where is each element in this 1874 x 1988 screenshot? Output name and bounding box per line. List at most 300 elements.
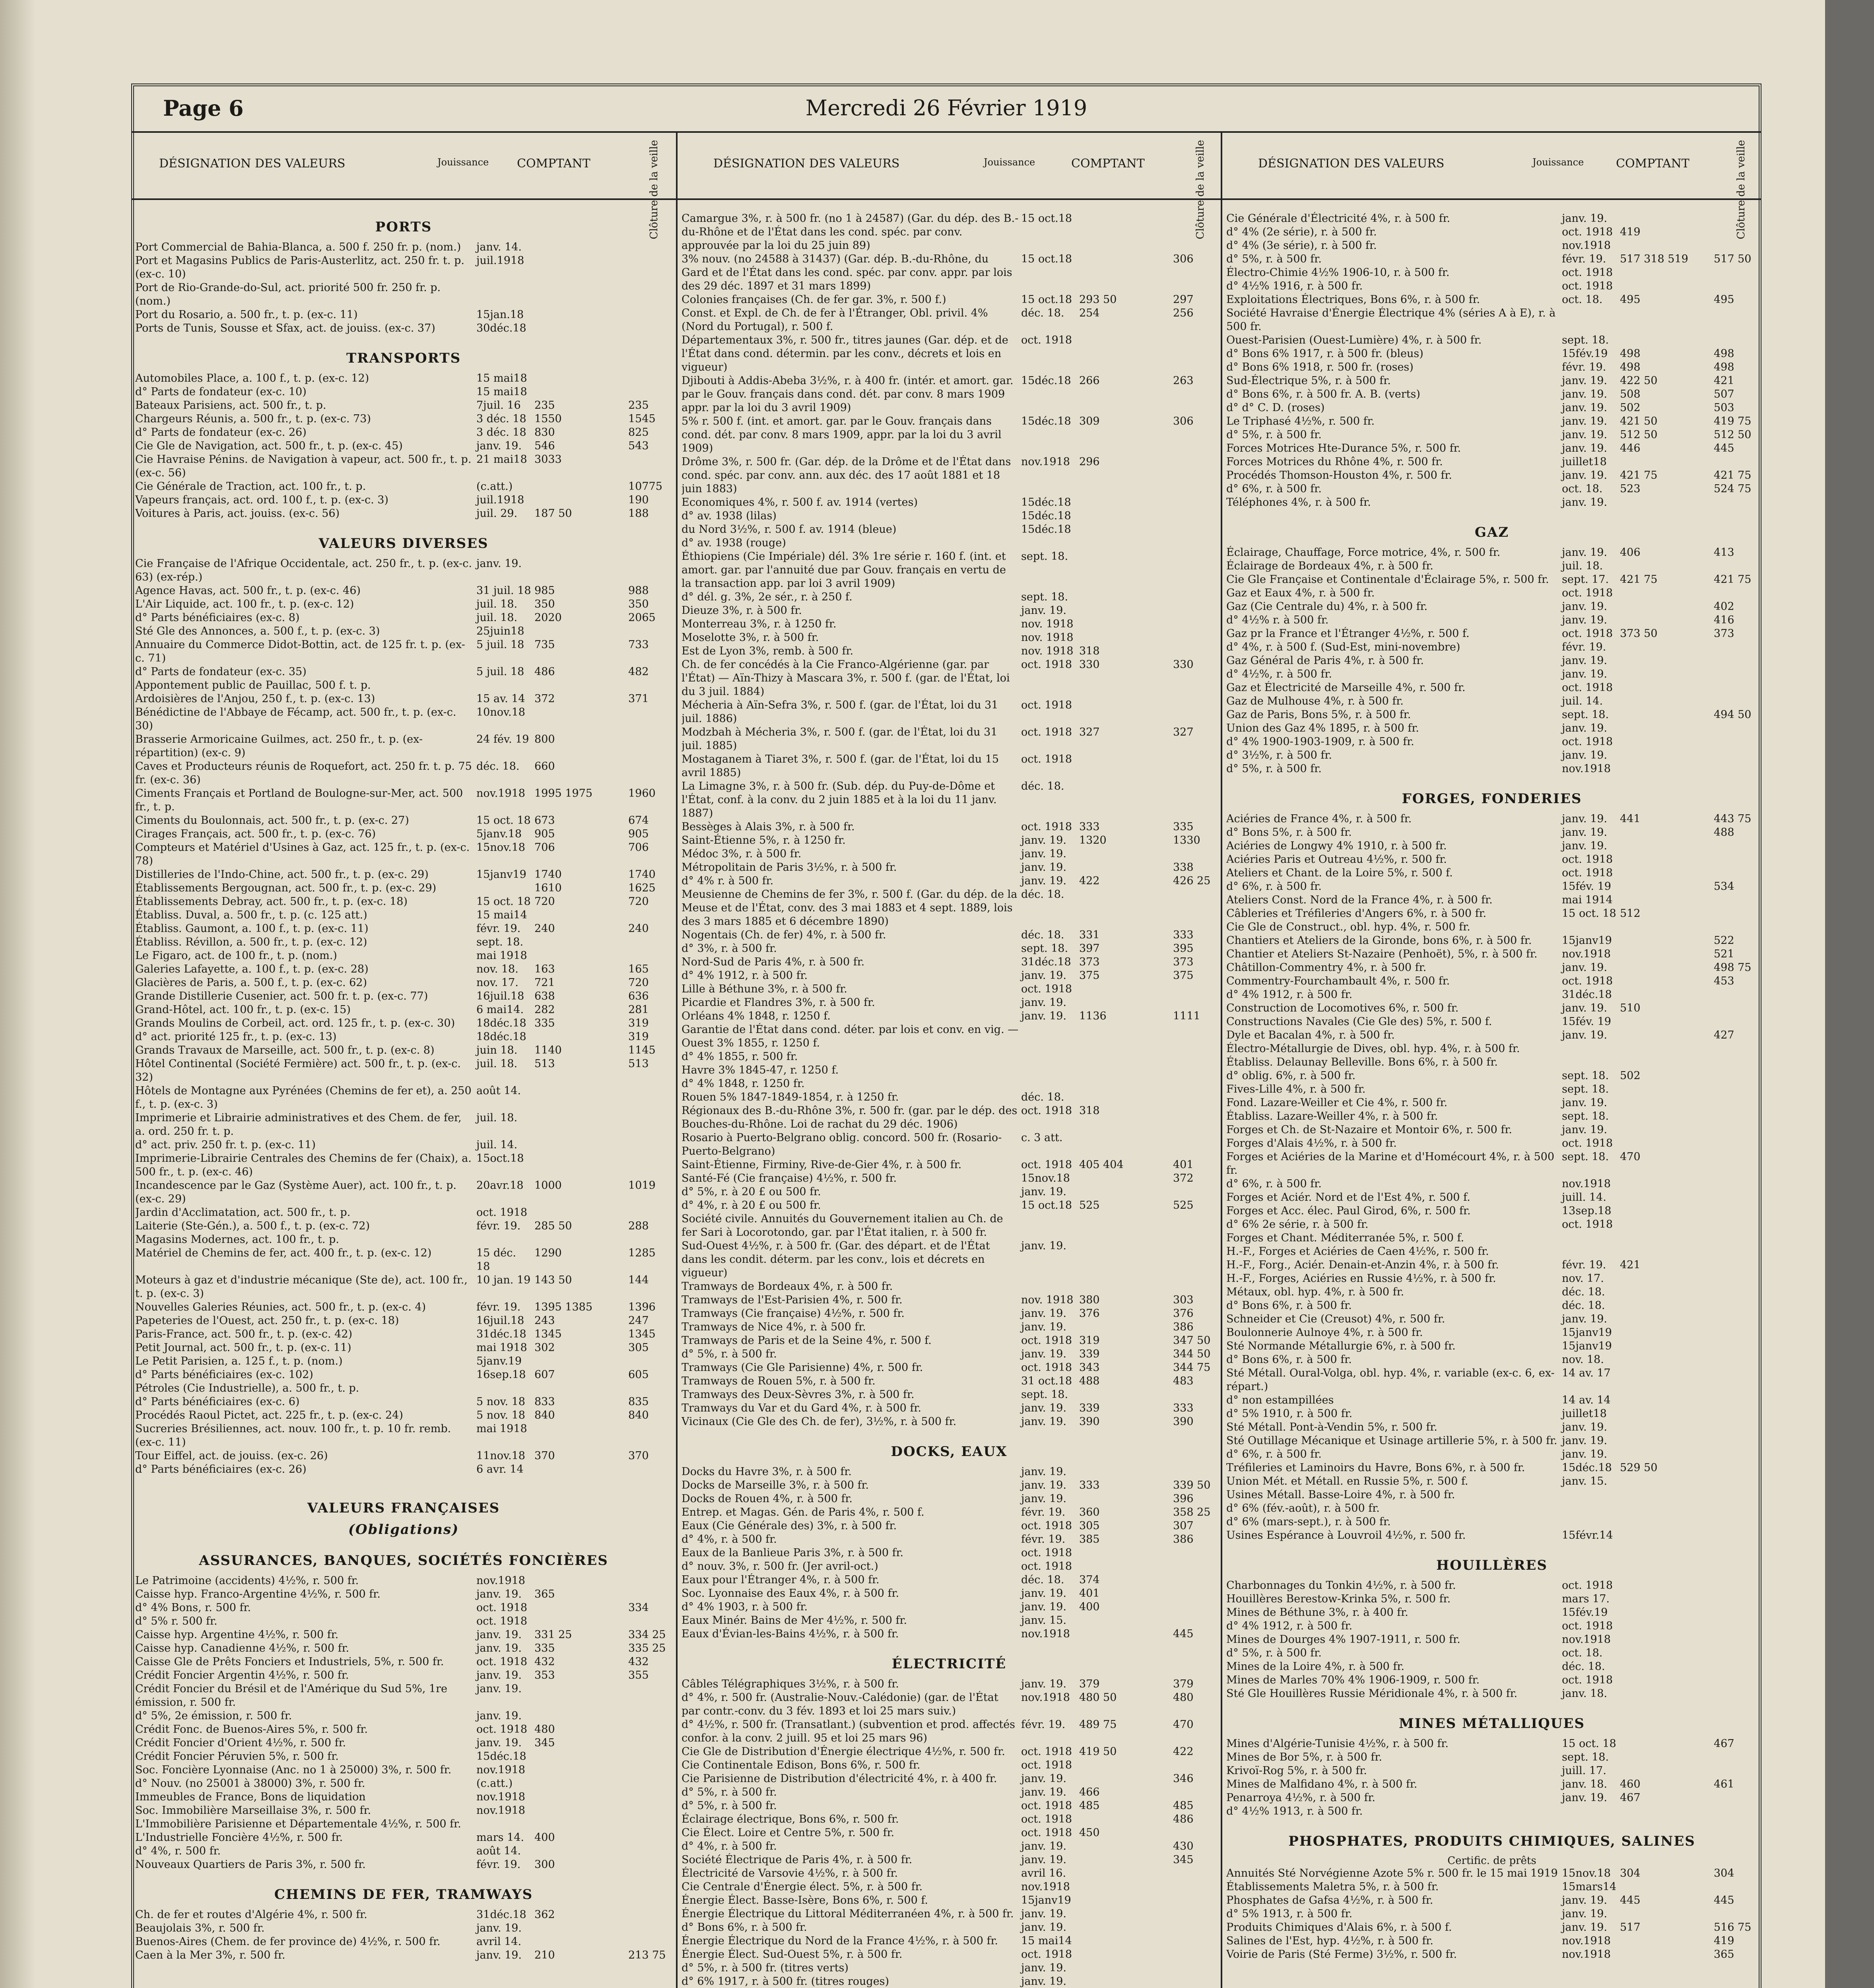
cloture-price: 636: [628, 990, 649, 1002]
jouissance-date: 16juil.18: [476, 990, 524, 1002]
cloture-price: 373: [1714, 627, 1734, 640]
comptant-price: 406: [1620, 546, 1641, 559]
jouissance-date: oct. 1918: [1562, 266, 1613, 279]
security-name: Moselotte 3%, r. à 500 fr.: [682, 631, 819, 644]
comptant-price: 401: [1079, 1587, 1100, 1600]
table-row: [682, 1091, 1217, 1104]
jouissance-date: 15janv19: [1562, 1326, 1612, 1339]
security-name: Schneider et Cie (Creusot) 4%, r. 500 fr.: [1226, 1313, 1445, 1325]
security-name: d° Parts de fondateur (ex-c. 35): [135, 666, 307, 678]
table-row: [135, 665, 672, 679]
cloture-price: 430: [1173, 1840, 1194, 1852]
comptant-price: 546: [534, 440, 555, 452]
jouissance-date: janv. 14.: [476, 241, 522, 253]
security-name: Cie Gle de Construct., obl. hyp. 4%, r. 500 fr.: [1226, 921, 1470, 933]
cloture-price: 365: [1714, 1948, 1734, 1961]
security-name: Crédit Foncier d'Orient 4½%, r. 500 fr.: [135, 1737, 346, 1749]
security-name: Ciments Français et Portland de Boulogne-sur-Mer, act. 500 fr., t. p.: [135, 787, 463, 813]
table-row: [135, 895, 672, 909]
security-name: Caves et Producteurs réunis de Roquefort, act. 250 fr. t. p. 75 fr. (ex-c. 36): [135, 760, 472, 786]
cloture-price: 480: [1173, 1691, 1194, 1704]
jouissance-date: oct. 1918: [1021, 1560, 1072, 1573]
comptant-price: 1320: [1079, 834, 1107, 846]
cloture-price: 467: [1714, 1738, 1734, 1750]
jouissance-date: 5 nov. 18: [476, 1409, 525, 1421]
jouissance-date: avril 14.: [476, 1936, 522, 1948]
security-name: d° Bons 6%, r. à 500 fr.: [1226, 1299, 1352, 1312]
column-1: [131, 131, 676, 1988]
security-name: Forges d'Alais 4½%, r. à 500 fr.: [1226, 1137, 1397, 1149]
security-name: Appontement public de Pauillac, 500 f. t. p.: [135, 679, 371, 691]
jouissance-date: juill. 14.: [1562, 1191, 1606, 1204]
jouissance-date: janv. 19.: [1562, 1908, 1608, 1920]
table-electricite-cont: [1226, 212, 1757, 509]
jouissance-date: 15janv19: [1021, 1894, 1071, 1906]
security-name: Jardin d'Acclimatation, act. 500 fr., t. p.: [135, 1206, 351, 1219]
table-row: [135, 1422, 672, 1449]
security-name: Établiss. Delaunay Belleville. Bons 6%, r. à 500 fr.: [1226, 1056, 1498, 1068]
cloture-price: 512 50: [1714, 429, 1752, 441]
table-row: [135, 611, 672, 625]
security-name: Docks de Marseille 3%, r. à 500 fr.: [682, 1479, 869, 1491]
cloture-price: 144: [628, 1274, 649, 1286]
table-row: [682, 942, 1217, 955]
table-row: [682, 604, 1217, 617]
security-name: d° 6% 1917, r. à 500 fr. (titres rouges): [682, 1975, 889, 1988]
security-name: d° 4% 1912, r. à 500 fr.: [1226, 1620, 1353, 1632]
table-row: [135, 760, 672, 787]
jouissance-date: oct. 1918: [1021, 1800, 1072, 1812]
cloture-price: 1960: [628, 787, 656, 800]
comptant-price: 480 50: [1079, 1691, 1117, 1704]
jouissance-date: (c.att.): [476, 480, 513, 493]
security-name: d° 6%, r. à 500 fr.: [1226, 1448, 1322, 1460]
cloture-price: 263: [1173, 375, 1194, 387]
security-name: Krivoï-Rog 5%, r. à 500 fr.: [1226, 1765, 1367, 1777]
cloture-price: 339 50: [1173, 1479, 1211, 1491]
table-row: [1226, 907, 1757, 920]
table-row: [682, 617, 1217, 631]
comptant-price: 498: [1620, 361, 1641, 373]
security-name: Camargue 3%, r. à 500 fr. (no 1 à 24587) (Gar. du dép. des B.-du-Rhône et de l'État dans les cond. spéc. par conv. approuvée par la loi du 25 juin 89): [682, 212, 1019, 252]
table-row: [1226, 1592, 1757, 1606]
cloture-price: 432: [628, 1656, 649, 1668]
security-name: Énergie Électrique du Littoral Méditerranéen 4%, r. à 500 fr.: [682, 1908, 1014, 1920]
cloture-price: 401: [1173, 1159, 1194, 1171]
cloture-price: 10775: [628, 480, 662, 493]
jouissance-date: oct. 1918: [1021, 1159, 1072, 1171]
cloture-price: 419 75: [1714, 415, 1752, 427]
security-name: Tramways de Rouen 5%, r. à 500 fr.: [682, 1375, 876, 1387]
table-row: [135, 557, 672, 584]
security-name: Tramways de Bordeaux 4%, r. à 500 fr.: [682, 1280, 893, 1293]
jouissance-date: juil. 18.: [1562, 560, 1603, 572]
table-row: [1226, 735, 1757, 749]
cloture-price: 334 25: [628, 1629, 666, 1641]
jouissance-date: févr. 19.: [476, 922, 521, 935]
security-name: Tour Eiffel, act. de jouiss. (ex-c. 26): [135, 1450, 328, 1462]
table-row: [682, 1307, 1217, 1320]
jouissance-date: janv. 19.: [1021, 604, 1067, 617]
comptant-price: 421 50: [1620, 415, 1658, 427]
security-name: Nouveaux Quartiers de Paris 3%, r. 500 fr.: [135, 1858, 366, 1871]
jouissance-date: nov.1918: [476, 1574, 525, 1587]
jouissance-date: mai 1918: [476, 1342, 527, 1354]
security-name: du Nord 3½%, r. 500 f. av. 1914 (bleue): [682, 523, 897, 536]
cloture-price: 422: [1173, 1745, 1194, 1758]
jouissance-date: sept. 17.: [1562, 573, 1609, 586]
table-row: [135, 426, 672, 439]
table-row: [1226, 280, 1757, 293]
comptant-price: 302: [534, 1342, 555, 1354]
table-row: [1226, 812, 1757, 826]
jouissance-date: 15nov.18: [1021, 1172, 1070, 1184]
cloture-price: 825: [628, 426, 649, 439]
security-name: Forges et Chant. Méditerranée 5%, r. 500 f.: [1226, 1232, 1464, 1244]
comptant-price: 335: [534, 1017, 555, 1029]
jouissance-date: mars 14.: [476, 1831, 524, 1844]
section-transports: TRANSPORTS: [346, 350, 461, 366]
jouissance-date: 25juin18: [476, 625, 524, 637]
table-row: [135, 584, 672, 598]
table-row: [682, 496, 1217, 509]
security-name: Buenos-Aires (Chem. de fer province de) 4½%, r. 500 fr.: [135, 1936, 441, 1948]
jouissance-date: nov.1918: [1562, 948, 1611, 960]
security-name: d° 4½%, r. 500 fr. (Transatlant.) (subvention et prod. affectés confor. à la conv. 2 juill. 95 et loi 25 mars 96): [682, 1718, 1016, 1744]
table-row: [682, 1131, 1217, 1158]
security-name: Énergie Élect. Sud-Ouest 5%, r. à 500 fr.: [682, 1948, 903, 1961]
security-name: Picardie et Flandres 3%, r. à 500 fr.: [682, 996, 875, 1009]
security-name: Port de Rio-Grande-do-Sul, act. priorité 500 fr. 250 fr. p. (nom.): [135, 282, 441, 307]
security-name: Orléans 4% 1848, r. 1250 f.: [682, 1010, 831, 1022]
cloture-price: 426 25: [1173, 875, 1211, 887]
table-row: [682, 1506, 1217, 1519]
comptant-price: 517 318 519: [1620, 253, 1688, 265]
jouissance-date: janv. 19.: [1562, 668, 1608, 680]
cloture-header: Clôture de la veille: [648, 140, 660, 239]
jouissance-date: déc. 18.: [1562, 1286, 1605, 1298]
security-name: Grande Distillerie Cusenier, act. 500 fr. t. p. (ex-c. 77): [135, 990, 428, 1002]
jouissance-date: janv. 19.: [1562, 1894, 1608, 1906]
table-row: [1226, 1529, 1757, 1542]
comptant-price: 721: [534, 977, 555, 989]
security-name: Cie Gle Française et Continentale d'Éclairage 5%, r. 500 fr.: [1226, 573, 1549, 586]
jouissance-date: 15déc.18: [476, 1750, 526, 1763]
cloture-price: 1019: [628, 1179, 656, 1192]
table-row: [682, 1948, 1217, 1961]
security-name: Hôtels de Montagne aux Pyrénées (Chemins de fer et), a. 250 f., t. p. (ex-c. 3): [135, 1085, 472, 1110]
table-row: [135, 976, 672, 990]
security-name: Chantier et Ateliers St-Nazaire (Penhoët), 5%, r. à 500 fr.: [1226, 948, 1538, 960]
table-row: [135, 638, 672, 665]
comptant-price: 282: [534, 1004, 555, 1016]
security-name: Rosario à Puerto-Belgrano oblig. concord. 500 fr. (Rosario-Puerto-Belgrano): [682, 1132, 1002, 1157]
table-row: [1226, 1258, 1757, 1272]
security-name: Établissements Bergougnan, act. 500 fr., t. p. (ex-c. 29): [135, 882, 437, 894]
designation-header: DÉSIGNATION DES VALEURS: [1258, 157, 1445, 171]
jouissance-date: 16sep.18: [476, 1369, 526, 1381]
jouissance-date: mai 1918: [476, 949, 527, 962]
cloture-price: 905: [628, 828, 649, 840]
comptant-price: 330: [1079, 658, 1100, 671]
jouissance-date: oct. 18.: [1562, 1647, 1603, 1659]
security-name: Garantie de l'État dans cond. déter. par lois et conv. en vig. — Ouest 3% 1855, r. 1250 f.: [682, 1023, 1019, 1049]
table-row: [135, 1669, 672, 1682]
designation-header: DÉSIGNATION DES VALEURS: [713, 157, 900, 171]
security-name: Matériel de Chemins de fer, act. 400 fr., t. p. (ex-c. 12): [135, 1247, 432, 1259]
jouissance-date: janv. 19.: [1562, 1002, 1608, 1014]
jouissance-date: sept. 18.: [1562, 1070, 1609, 1082]
table-row: [1226, 1579, 1757, 1592]
cloture-price: 213 75: [628, 1949, 666, 1961]
comptant-price: 1550: [534, 413, 562, 425]
security-name: Éclairage électrique, Bons 6%, r. 500 fr.: [682, 1813, 899, 1825]
table-row: [1226, 641, 1757, 654]
jouissance-date: janv. 19.: [1021, 1921, 1067, 1934]
table-row: [135, 814, 672, 827]
security-name: Meusienne de Chemins de fer 3%, r. 500 f. (Gar. du dép. de la Meuse et de l'État, conv. des 3 mai 1883 et 4 sept. 1889, lois des 3 mars 1885 et 6 décembre 1890): [682, 888, 1018, 928]
security-name: Le Petit Parisien, a. 125 f., t. p. (nom.): [135, 1355, 343, 1367]
table-row: [682, 1546, 1217, 1560]
table-row: [1226, 1673, 1757, 1687]
jouissance-date: 3 déc. 18: [476, 426, 526, 439]
table-row: [135, 1790, 672, 1804]
cloture-price: 247: [628, 1314, 649, 1327]
cloture-price: 453: [1714, 975, 1734, 987]
cloture-price: 319: [628, 1031, 649, 1043]
comptant-price: 372: [534, 693, 555, 705]
table-row: [1226, 880, 1757, 893]
jouissance-date: 10nov.18: [476, 706, 525, 718]
security-name: d° 4½%, r. à 500 fr.: [1226, 668, 1332, 680]
comptant-price: 304: [1620, 1867, 1641, 1879]
security-name: Santé-Fé (Cie française) 4½%, r. 500 fr.: [682, 1172, 897, 1184]
jouissance-date: 31déc.18: [476, 1908, 526, 1921]
security-name: Const. et Expl. de Ch. de fer à l'Étranger, Obl. privil. 4% (Nord du Portugal), r. 500 f.: [682, 307, 988, 333]
security-name: L'Air Liquide, act. 100 fr., t. p. (ex-c. 12): [135, 598, 354, 610]
security-name: Le Patrimoine (accidents) 4½%, r. 500 fr.: [135, 1574, 359, 1587]
jouissance-date: oct. 1918: [1562, 681, 1613, 694]
table-row: [682, 1867, 1217, 1880]
cloture-price: 327: [1173, 726, 1194, 738]
security-name: Crédit Fonc. de Buenos-Aires 5%, r. 500 fr.: [135, 1723, 368, 1736]
table-row: [135, 1355, 672, 1368]
jouissance-date: 15déc.18: [1021, 415, 1071, 427]
cloture-price: 513: [628, 1058, 649, 1070]
jouissance-date: 15janv19: [1562, 1340, 1612, 1352]
jouissance-date: oct. 18.: [1562, 483, 1603, 495]
table-mines-metalliques: [1226, 1737, 1757, 1818]
table-row: [682, 1172, 1217, 1185]
table-row: [682, 590, 1217, 604]
table-row: [682, 1786, 1217, 1799]
comptant-price: 470: [1620, 1151, 1641, 1163]
section-valeurs-francaises: VALEURS FRANÇAISES: [307, 1500, 500, 1516]
table-row: [1226, 826, 1757, 839]
security-name: Sté Gle des Annonces, a. 500 f., t. p. (ex-c. 3): [135, 625, 380, 637]
comptant-price: 638: [534, 990, 555, 1002]
jouissance-date: oct. 1918: [476, 1602, 528, 1614]
security-name: d° Nouv. (no 25001 à 38000) 3%, r. 500 fr.: [135, 1777, 365, 1790]
comptant-price: 673: [534, 814, 555, 827]
table-row: [682, 1772, 1217, 1786]
comptant-price: 143 50: [534, 1274, 572, 1286]
security-name: Automobiles Place, a. 100 f., t. p. (ex-c. 12): [135, 372, 369, 384]
table-row: [135, 1574, 672, 1588]
security-name: Grands Moulins de Corbeil, act. ord. 125 fr., t. p. (ex-c. 30): [135, 1017, 455, 1029]
table-row: [1226, 293, 1757, 307]
table-row: [1226, 442, 1757, 455]
table-row: [1226, 1312, 1757, 1326]
jouissance-date: 7juil. 16: [476, 399, 521, 412]
table-row: [135, 1922, 672, 1935]
cloture-price: 413: [1714, 546, 1734, 559]
table-row: [1226, 1056, 1757, 1069]
security-name: Caisse hyp. Canadienne 4½%, r. 500 fr.: [135, 1642, 350, 1654]
table-row: [135, 1628, 672, 1642]
security-name: Éclairage de Bordeaux 4%, r. à 500 fr.: [1226, 560, 1433, 572]
security-name: Gaz et Eaux 4%, r. à 500 fr.: [1226, 587, 1375, 599]
table-row: [682, 1212, 1217, 1239]
table-row: [135, 1138, 672, 1152]
table-row: [135, 868, 672, 881]
security-name: Union des Gaz 4% 1895, r. à 500 fr.: [1226, 722, 1419, 734]
cloture-price: 376: [1173, 1307, 1194, 1320]
comptant-price: 318: [1079, 1105, 1100, 1117]
security-name: d° 3½%, r. à 500 fr.: [1226, 749, 1332, 761]
security-name: Eaux d'Évian-les-Bains 4½%, r. à 500 fr.: [682, 1628, 899, 1640]
jouissance-date: nov. 1918: [1021, 631, 1074, 644]
table-row: [1226, 1096, 1757, 1110]
security-name: Laiterie (Ste-Gén.), a. 500 f., t. p. (ex-c. 72): [135, 1220, 370, 1232]
table-gaz: [1226, 546, 1757, 776]
table-row: [135, 1017, 672, 1030]
comptant-price: 339: [1079, 1402, 1100, 1414]
security-name: d° 4% 1855, r. 500 fr.: [682, 1050, 798, 1063]
security-name: Cie Gle de Distribution d'Énergie électrique 4½%, r. 500 fr.: [682, 1745, 1005, 1758]
cloture-price: 495: [1714, 293, 1734, 306]
security-name: Établiss. Duval, a. 500 fr., t. p. (c. 125 att.): [135, 909, 367, 921]
security-name: Gaz Général de Paris 4%, r. à 500 fr.: [1226, 654, 1424, 667]
jouissance-date: 15déc.18: [1021, 375, 1071, 387]
cloture-price: 1625: [628, 882, 656, 894]
jouissance-date: oct. 1918: [1021, 1745, 1072, 1758]
security-name: Lille à Béthune 3%, r. à 500 fr.: [682, 983, 847, 995]
security-name: Société Havraise d'Énergie Électrique 4% (séries A à E), r. à 500 fr.: [1226, 307, 1556, 333]
table-row: [1226, 1069, 1757, 1083]
jouissance-date: 15 oct.18: [1021, 293, 1072, 306]
security-name: Nogentais (Ch. de fer) 4%, r. à 500 fr.: [682, 929, 886, 941]
security-name: Annuaire du Commerce Didot-Bottin, act. de 125 fr. t. p. (ex-c. 71): [135, 639, 465, 664]
cloture-price: 485: [1173, 1800, 1194, 1812]
security-name: Immeubles de France, Bons de liquidation: [135, 1791, 366, 1803]
cloture-price: 344 50: [1173, 1348, 1211, 1360]
security-name: d° nouv. 3%, r. 500 fr. (Jer avril-oct.): [682, 1560, 878, 1573]
jouissance-date: sept. 18.: [1021, 942, 1068, 955]
security-name: d° Bons 6% 1917, r. à 500 fr. (bleus): [1226, 348, 1423, 360]
table-row: [135, 1949, 672, 1962]
security-name: Nouvelles Galeries Réunies, act. 500 fr., t. p. (ex-c. 4): [135, 1301, 426, 1313]
jouissance-date: nov. 1918: [1021, 1294, 1074, 1306]
security-name: d° 3%, r. à 500 fr.: [682, 942, 777, 955]
jouissance-date: janv. 19.: [476, 1642, 522, 1654]
security-name: Port du Rosario, a. 500 fr., t. p. (ex-c. 11): [135, 309, 358, 321]
jouissance-date: oct. 1918: [1562, 1218, 1613, 1231]
security-name: Soc. Immobilière Marseillaise 3%, r. 500 fr.: [135, 1804, 371, 1817]
jouissance-date: c. 3 att.: [1021, 1132, 1063, 1144]
table-row: [1226, 482, 1757, 496]
table-row: [135, 1935, 672, 1949]
jouissance-date: juil. 29.: [476, 507, 518, 520]
security-name: d° Bons 6% 1918, r. 500 fr. (roses): [1226, 361, 1414, 373]
jouissance-date: nov.1918: [1021, 1628, 1070, 1640]
table-row: [682, 1880, 1217, 1894]
security-name: Mostaganem à Tiaret 3%, r. 500 f. (gar. de l'État, loi du 15 avril 1885): [682, 753, 999, 779]
table-row: [682, 1975, 1217, 1988]
table-row: [1226, 1948, 1757, 1961]
table-ports: [135, 241, 672, 335]
security-name: Tramways de l'Est-Parisien 4%, r. 500 fr.: [682, 1294, 903, 1306]
cloture-price: 319: [628, 1017, 649, 1029]
comptant-price: 422: [1079, 875, 1100, 887]
security-name: d° Parts bénéficiaires (ex-c. 102): [135, 1369, 313, 1381]
table-row: [1226, 1150, 1757, 1177]
jouissance-date: 15fév.19: [1562, 348, 1608, 360]
security-name: Ciments du Boulonnais, act. 500 fr., t. p. (ex-c. 27): [135, 814, 409, 827]
jouissance-date: oct. 1918: [1021, 658, 1072, 671]
table-row: [682, 1415, 1217, 1429]
security-name: d° 4% (3e série), r. à 500 fr.: [1226, 239, 1377, 252]
table-row: [1226, 1934, 1757, 1948]
jouissance-date: nov. 17.: [1562, 1272, 1604, 1285]
table-row: [1226, 1137, 1757, 1150]
jouissance-date: oct. 1918: [1562, 627, 1613, 640]
table-row: [682, 1677, 1217, 1691]
security-name: Établissements Maletra 5%, r. à 500 fr.: [1226, 1881, 1439, 1893]
security-name: Médoc 3%, r. à 500 fr.: [682, 848, 802, 860]
jouissance-date: juillet18: [1562, 1408, 1607, 1420]
security-name: Port et Magasins Publics de Paris-Austerlitz, act. 250 fr. t. p. (ex-c. 10): [135, 254, 464, 280]
jouissance-date: déc. 18.: [1021, 780, 1064, 792]
cloture-price: 1345: [628, 1328, 656, 1340]
security-name: Monterreau 3%, r. à 1250 fr.: [682, 618, 837, 630]
security-name: Mines de Bor 5%, r. à 500 fr.: [1226, 1751, 1382, 1763]
jouissance-date: 15fév. 19: [1562, 1015, 1611, 1028]
security-name: Saint-Étienne, Firminy, Rive-de-Gier 4%, r. à 500 fr.: [682, 1159, 962, 1171]
table-row: [1226, 1218, 1757, 1231]
security-name: Tramways (Cie française) 4½%, r. 500 fr.: [682, 1307, 905, 1320]
comptant-price: 800: [534, 733, 555, 746]
security-name: d° 5% 1913, r. à 500 fr.: [1226, 1908, 1353, 1920]
security-name: Houillères Berestow-Krinka 5%, r. 500 fr.: [1226, 1593, 1451, 1605]
jouissance-date: sept. 18.: [1562, 1151, 1609, 1163]
security-name: Mines de Dourges 4% 1907-1911, r. 500 fr.: [1226, 1633, 1460, 1646]
jouissance-date: janv. 19.: [1021, 834, 1067, 846]
jouissance-date: nov.1918: [1562, 1935, 1611, 1947]
comptant-price: 210: [534, 1949, 555, 1961]
security-name: d° av. 1938 (rouge): [682, 537, 786, 549]
security-name: Forges et Ch. de St-Nazaire et Montoir 6%, r. 500 fr.: [1226, 1124, 1512, 1136]
section-ports: PORTS: [375, 219, 432, 235]
comptant-price: 309: [1079, 415, 1100, 427]
table-row: [1226, 1515, 1757, 1529]
comptant-price: 333: [1079, 1479, 1100, 1491]
jouissance-date: oct. 1918: [1562, 1579, 1613, 1592]
security-name: d° 4% 1912, r. à 500 fr.: [1226, 988, 1353, 1001]
comptant-price: 985: [534, 584, 555, 597]
cloture-price: 330: [1173, 658, 1194, 671]
jouissance-date: 15 av. 14: [476, 693, 525, 705]
